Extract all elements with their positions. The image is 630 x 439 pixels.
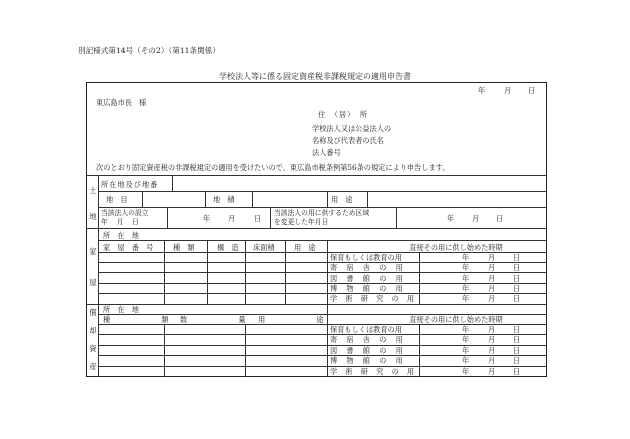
land-est-day: 日	[254, 214, 262, 223]
name-label-2: 名称及び代表者の氏名	[312, 136, 384, 145]
corp-number-label: 法人番号	[312, 148, 341, 157]
b-date-year-5: 年	[462, 294, 470, 303]
a-date-day-5: 日	[513, 367, 521, 376]
b-date-month-4: 月	[488, 284, 496, 293]
addressee: 東広島市長 様	[96, 98, 147, 107]
b-date-year-1: 年	[462, 253, 470, 262]
a-date-day-1: 日	[513, 325, 521, 334]
building-char-1: 家	[89, 247, 97, 256]
asset-direct-use-header: 直接その用に供し始めた時期	[409, 315, 503, 324]
asset-col-qty: 数 量	[180, 315, 268, 324]
building-use-museum: 博 物 館 の 用	[330, 284, 404, 293]
building-use-education: 保育もしくは教育の用	[330, 253, 402, 262]
land-establish-label-2: 年 月 日	[101, 218, 140, 226]
asset-use-museum: 博 物 館 の 用	[330, 356, 404, 365]
asset-char-4: 産	[89, 362, 97, 371]
land-area-label: 地 積	[213, 195, 235, 204]
page-title: 学校法人等に係る固定資産税非課税規定の適用申告書	[219, 72, 411, 81]
b-date-month-5: 月	[488, 294, 496, 303]
a-date-year-2: 年	[462, 335, 470, 344]
asset-use-education: 保育もしくは教育の用	[330, 325, 402, 334]
b-date-year-2: 年	[462, 263, 470, 272]
form-code: 別記様式第14号（その2）（第11条関係）	[78, 46, 220, 55]
land-est-month: 月	[228, 214, 236, 223]
asset-use-research: 学 術 研 究 の 用	[330, 367, 415, 376]
asset-use-dormitory: 寄 宿 舎 の 用	[330, 335, 404, 344]
b-date-day-5: 日	[513, 294, 521, 303]
asset-char-2: 却	[89, 326, 97, 335]
land-location-label: 所在地及び地番	[101, 180, 159, 189]
asset-char-3: 資	[89, 344, 97, 353]
building-col-floor-area: 床面積	[253, 243, 275, 252]
asset-use-library: 図 書 館 の 用	[330, 346, 404, 355]
b-date-month-1: 月	[488, 253, 496, 262]
a-date-year-1: 年	[462, 325, 470, 334]
building-use-library: 図 書 館 の 用	[330, 274, 404, 283]
land-chg-day: 日	[496, 214, 504, 223]
asset-char-1: 償	[89, 308, 97, 317]
b-date-day-1: 日	[513, 253, 521, 262]
statement: 次のとおり固定資産税の非課税規定の適用を受けたいので、東広島市税条例第56条の規定により申告します。	[96, 163, 450, 172]
b-date-day-3: 日	[513, 274, 521, 283]
a-date-year-4: 年	[462, 356, 470, 365]
b-date-year-4: 年	[462, 284, 470, 293]
b-date-day-2: 日	[513, 263, 521, 272]
building-char-2: 屋	[89, 278, 97, 287]
date-day: 日	[528, 86, 536, 95]
a-date-month-2: 月	[488, 335, 496, 344]
land-use-label: 用 途	[331, 195, 353, 204]
date-month: 月	[504, 86, 512, 95]
building-direct-use-header: 直接その用に供し始めた時期	[409, 243, 503, 252]
a-date-day-3: 日	[513, 346, 521, 355]
date-year: 年	[478, 86, 486, 95]
building-col-number: 家 屋 番 号	[103, 243, 154, 252]
address-label: 住 （居） 所	[318, 110, 369, 119]
land-changed-label-2: を変更した年月日	[274, 218, 329, 226]
land-establish-label-1: 当該法人の設立	[101, 209, 149, 217]
a-date-day-4: 日	[513, 356, 521, 365]
asset-col-use: 用 途	[258, 315, 346, 324]
b-date-day-4: 日	[513, 284, 521, 293]
asset-col-kind: 種 類	[103, 315, 191, 324]
asset-location-label: 所 在 地	[103, 305, 139, 314]
land-char-1: 土	[89, 186, 97, 195]
land-changed-label-1: 当該法人の用に供するため区域	[274, 209, 370, 217]
a-date-month-5: 月	[488, 367, 496, 376]
building-location-label: 所 在 地	[103, 231, 139, 240]
building-col-use: 用 途	[294, 243, 316, 252]
b-date-month-3: 月	[488, 274, 496, 283]
a-date-year-3: 年	[462, 346, 470, 355]
land-chimoku-label: 地 目	[106, 195, 128, 204]
b-date-month-2: 月	[488, 263, 496, 272]
land-chg-year: 年	[447, 214, 455, 223]
b-date-year-3: 年	[462, 274, 470, 283]
a-date-month-1: 月	[488, 325, 496, 334]
building-col-structure: 構 造	[217, 243, 239, 252]
land-est-year: 年	[203, 214, 211, 223]
building-use-research: 学 術 研 究 の 用	[330, 294, 415, 303]
land-chg-month: 月	[472, 214, 480, 223]
building-use-dormitory: 寄 宿 舎 の 用	[330, 263, 404, 272]
a-date-month-3: 月	[488, 346, 496, 355]
a-date-day-2: 日	[513, 335, 521, 344]
name-label: 学校法人又は公益法人の	[312, 124, 392, 133]
land-char-2: 地	[89, 212, 97, 221]
building-col-kind: 種 類	[173, 243, 195, 252]
a-date-year-5: 年	[462, 367, 470, 376]
a-date-month-4: 月	[488, 356, 496, 365]
